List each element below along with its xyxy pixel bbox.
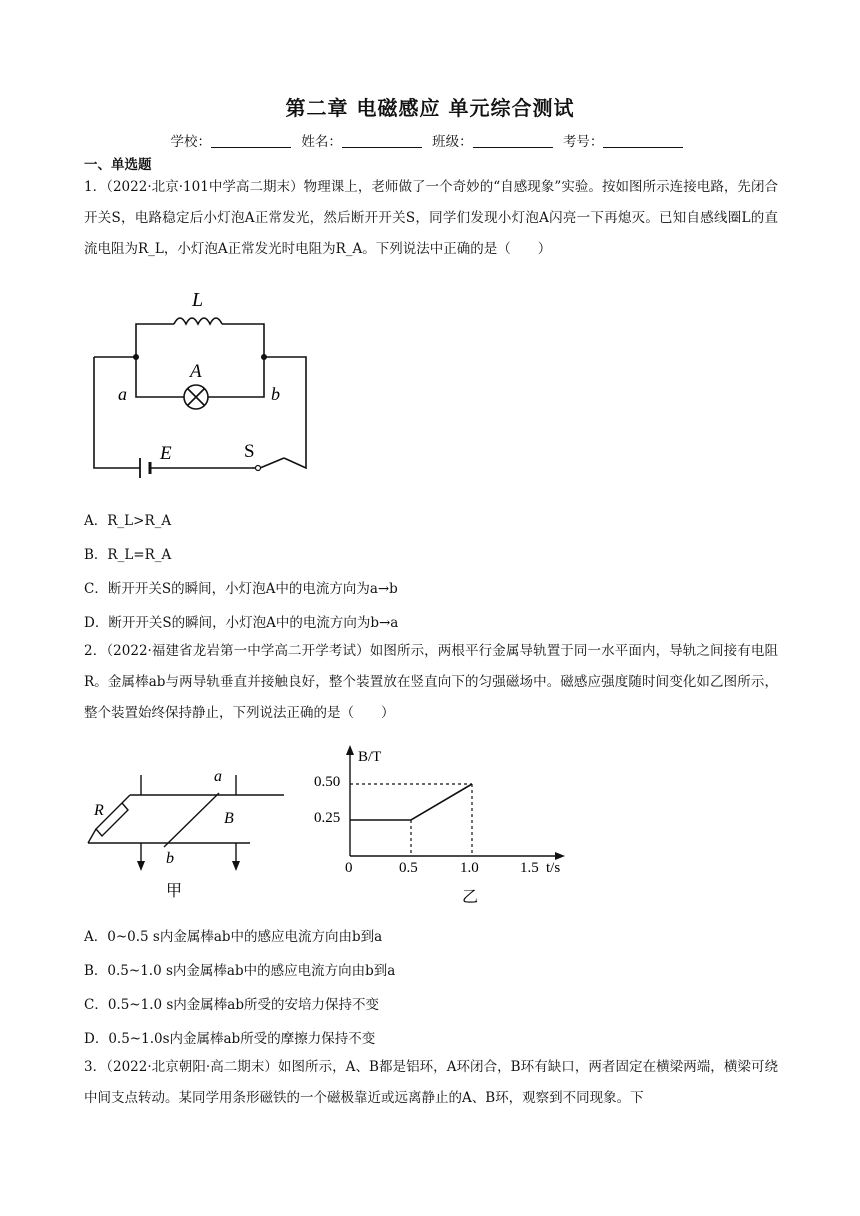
question-2-bt-chart-yi: [310, 745, 580, 905]
inductor-label: L: [192, 289, 204, 311]
question-2-rails-figure-jia: [84, 765, 294, 905]
y-tick-050: 0.50: [314, 774, 341, 790]
question-2-option-d[interactable]: D．0.5~1.0s内金属棒ab所受的摩擦力保持不变: [84, 1031, 376, 1047]
rod-end-b-label: b: [166, 850, 174, 867]
exam-number-blank[interactable]: [603, 133, 683, 148]
school-label: 学校：: [170, 134, 212, 150]
question-1-option-b[interactable]: B．R_L=R_A: [84, 547, 172, 563]
question-1-circuit-figure: [84, 282, 324, 482]
name-label: 姓名：: [301, 134, 342, 150]
class-label: 班级：: [432, 134, 473, 150]
question-1-option-d[interactable]: D．断开开关S的瞬间，小灯泡A中的电流方向为b→a: [84, 615, 399, 631]
question-3-text: 3．（2022·北京朝阳·高二期末）如图所示，A、B都是铝环，A环闭合，B环有缺口，两者固定在横梁两端，横梁可绕中间支点转动。某同学用条形磁铁的一个磁极靠近或远离静止的A、B环，观察到不同现象。下: [84, 1059, 778, 1106]
figure-yi-caption: 乙: [462, 889, 479, 905]
section-heading: 一、单选题: [84, 157, 152, 173]
figure-jia-caption: 甲: [166, 883, 183, 900]
node-a-label: a: [118, 384, 127, 404]
page-title: 第二章 电磁感应 单元综合测试: [285, 96, 575, 120]
question-1-option-a[interactable]: A．R_L>R_A: [84, 513, 172, 529]
field-label: B: [224, 810, 234, 827]
bt-series-line: [350, 784, 472, 820]
question-1-option-c[interactable]: C．断开开关S的瞬间，小灯泡A中的电流方向为a→b: [84, 581, 398, 597]
question-2-option-b[interactable]: B．0.5~1.0 s内金属棒ab中的感应电流方向由b到a: [84, 963, 396, 979]
battery-label: E: [160, 443, 172, 464]
y-tick-025: 0.25: [314, 810, 341, 826]
question-2-option-c[interactable]: C．0.5~1.0 s内金属棒ab所受的安培力保持不变: [84, 997, 379, 1013]
switch-label: S: [244, 441, 255, 462]
exam-number-label: 考号：: [562, 134, 604, 150]
chart-ylabel: B/T: [358, 749, 382, 765]
lamp-label: A: [190, 361, 202, 382]
x-tick-10: 1.0: [460, 860, 479, 876]
node-b-label: b: [271, 384, 280, 404]
resistor-label: R: [94, 802, 104, 819]
school-blank[interactable]: [211, 133, 291, 148]
rod-end-a-label: a: [214, 768, 222, 785]
question-1-text: 1．（2022·北京·101中学高二期末）物理课上，老师做了一个奇妙的“自感现象”实验。按如图所示连接电路，先闭合开关S，电路稳定后小灯泡A正常发光，然后断开开关S，同学们发现小灯泡A闪亮一下再熄灭。已知自感线圈L的直流电阻为R_L，小灯泡A正常发光时电阻为R_A。下列说法中正确的是（ ）: [84, 179, 778, 257]
student-info-line: [0, 130, 860, 150]
class-blank[interactable]: [473, 133, 553, 148]
chart-xlabel: t/s: [546, 860, 561, 876]
question-2-option-a[interactable]: A．0~0.5 s内金属棒ab中的感应电流方向由b到a: [84, 929, 383, 945]
x-tick-0: 0: [345, 860, 353, 876]
name-blank[interactable]: [342, 133, 422, 148]
question-2-text: 2．（2022·福建省龙岩第一中学高二开学考试）如图所示，两根平行金属导轨置于同一水平面内，导轨之间接有电阻R。金属棒ab与两导轨垂直并接触良好，整个装置放在竖直向下的匀强磁场中。磁感应强度随时间变化如乙图所示，整个装置始终保持静止，下列说法正确的是（ ）: [84, 643, 778, 721]
x-tick-05: 0.5: [399, 860, 418, 876]
x-tick-15: 1.5: [520, 860, 539, 876]
